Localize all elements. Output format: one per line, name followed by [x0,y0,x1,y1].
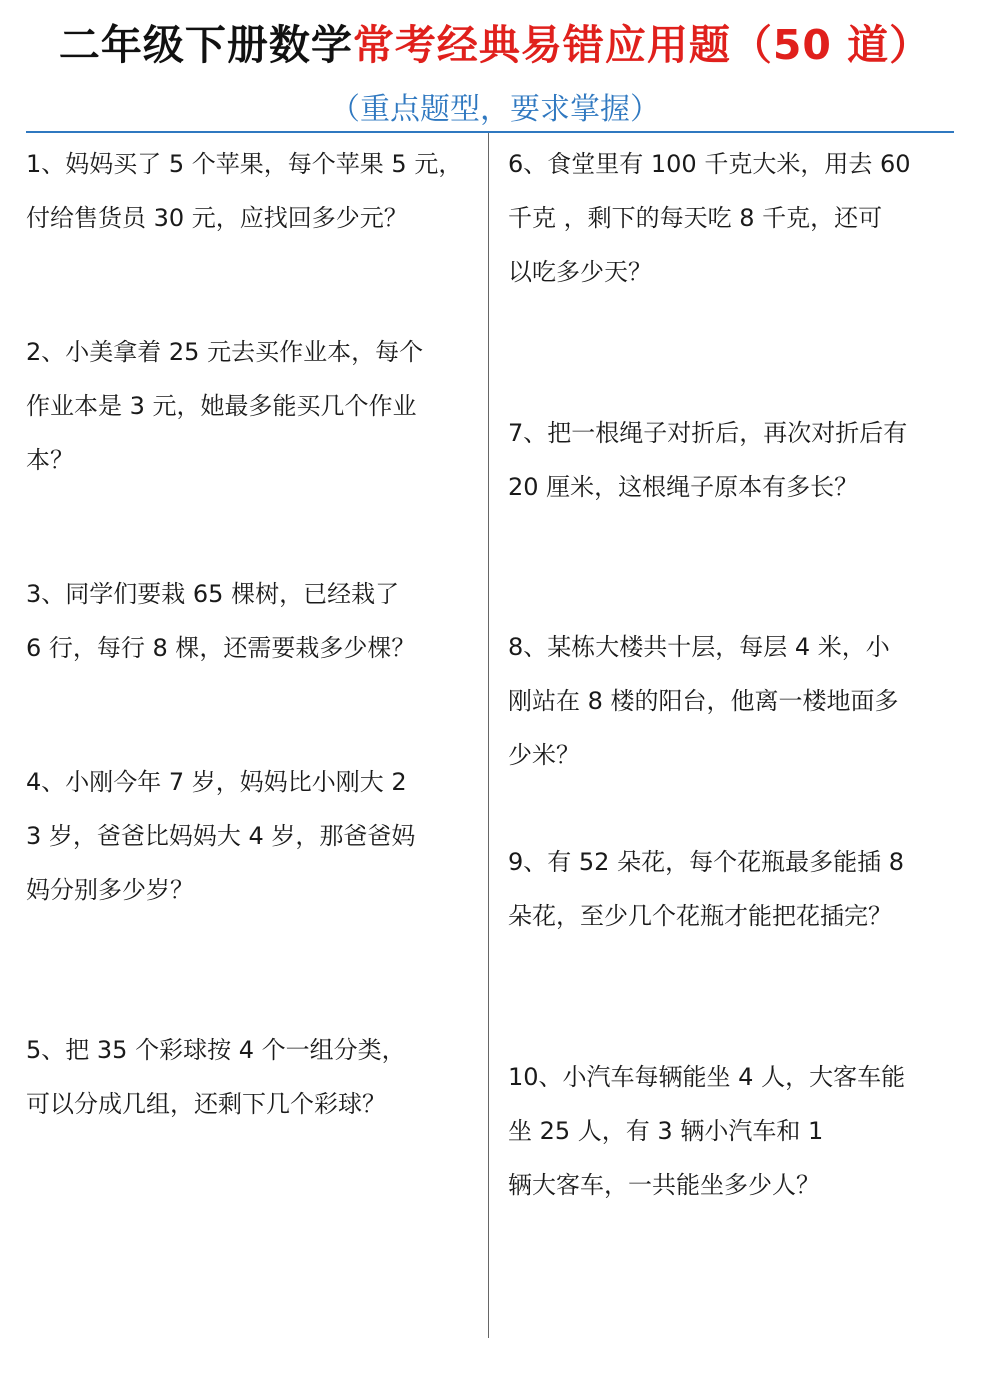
question-4 [26,755,474,917]
question-7 [508,406,956,514]
question-line: 朵花，至少几个花瓶才能把花插完？ [508,902,892,930]
question-line: 辆大客车，一共能坐多少人？ [508,1171,820,1199]
question-line: 付给售货员 30 元，应找回多少元？ [26,204,408,232]
question-5 [26,1023,474,1131]
question-6 [508,137,956,299]
question-line: 妈分别多少岁？ [26,876,194,904]
question-line: 3 岁，爸爸比妈妈大 4 岁，那爸爸妈 [26,822,416,850]
page-title [0,14,990,76]
question-line: 9、有 52 朵花，每个花瓶最多能插 8 [508,848,904,876]
page-subtitle: （重点题型，要求掌握） [330,92,660,127]
question-line: 可以分成几组，还剩下几个彩球？ [26,1090,386,1118]
question-line: 千克 ，剩下的每天吃 8 千克，还可 [508,204,883,232]
title-grade: 二年级下册数学 [58,21,353,69]
question-2 [26,325,474,487]
question-line: 8、某栋大楼共十层，每层 4 米，小 [508,633,890,661]
question-9 [508,835,956,943]
question-line: 作业本是 3 元，她最多能买几个作业 [26,392,417,420]
question-line: 4、小刚今年 7 岁，妈妈比小刚大 2 [26,768,407,796]
question-line: 6、食堂里有 100 千克大米，用去 60 [508,150,911,178]
question-line: 6 行，每行 8 棵，还需要栽多少棵？ [26,634,416,662]
question-line: 3、同学们要栽 65 棵树，已经栽了 [26,580,400,608]
question-line: 坐 25 人，有 3 辆小汽车和 1 [508,1117,824,1145]
question-line: 20 厘米，这根绳子原本有多长？ [508,473,859,501]
column-divider [488,133,489,1338]
question-line: 少米？ [508,741,580,769]
title-topic: 常考经典易错应用题（50 道） [352,21,932,69]
question-line: 刚站在 8 楼的阳台，他离一楼地面多 [508,687,899,715]
question-line: 2、小美拿着 25 元去买作业本，每个 [26,338,424,366]
header-rule [26,131,954,133]
question-line: 7、把一根绳子对折后，再次对折后有 [508,419,908,447]
question-line: 本？ [26,446,74,474]
question-line: 10、小汽车每辆能坐 4 人，大客车能 [508,1063,906,1091]
question-3 [26,567,474,675]
question-1 [26,137,474,245]
question-8 [508,620,956,782]
question-line: 1、妈妈买了 5 个苹果，每个苹果 5 元， [26,150,463,178]
question-10 [508,1050,956,1212]
question-line: 以吃多少天？ [508,258,652,286]
question-line: 5、把 35 个彩球按 4 个一组分类， [26,1036,406,1064]
